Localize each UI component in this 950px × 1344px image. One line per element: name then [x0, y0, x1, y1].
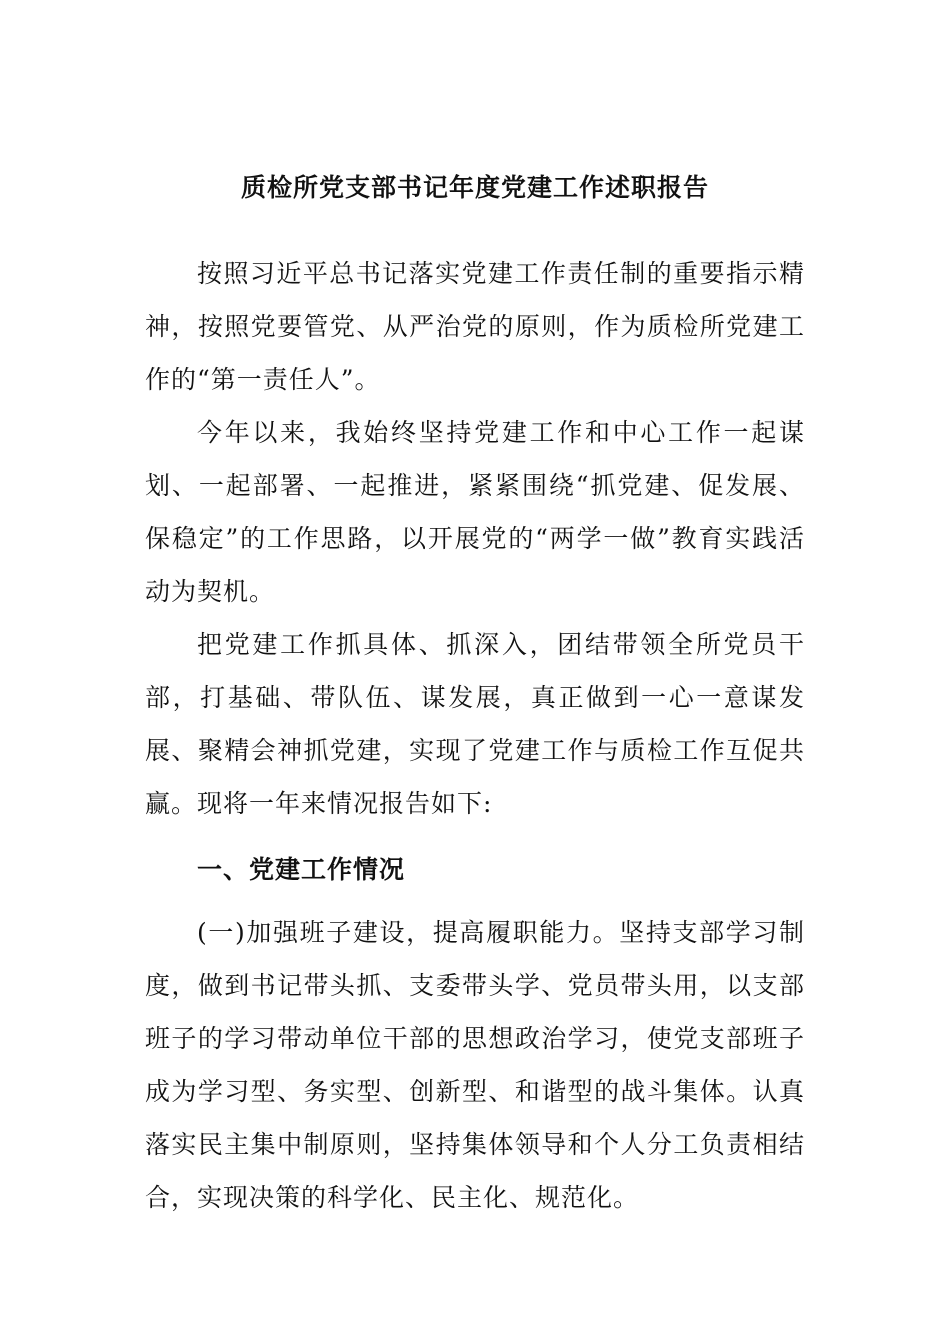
paragraph-1: 按照习近平总书记落实党建工作责任制的重要指示精神，按照党要管党、从严治党的原则，作为质检所党建工作的“第一责任人”。 [145, 259, 805, 394]
paragraph-2: 今年以来，我始终坚持党建工作和中心工作一起谋划、一起部署、一起推进，紧紧围绕“抓党建、促发展、保稳定”的工作思路，以开展党的“两学一做”教育实践活动为契机。 [145, 418, 805, 606]
paragraph-4: 现将一年来情况报告如下: [197, 789, 493, 818]
section-heading: 一、党建工作情况 [197, 855, 406, 884]
paragraph-3: 把党建工作抓具体、抓深入，团结带领全所党员干部，打基础、带队伍、谋发展，真正做到一心一意谋发展、聚精会神抓党建，实现了党建工作与质检工作互促共赢。 [145, 630, 805, 818]
section-paragraph: (一)加强班子建设，提高履职能力。坚持支部学习制度，做到书记带头抓、支委带头学、党员带头用，以支部班子的学习带动单位干部的思想政治学习，使党支部班子成为学习型、务实型、创新型、和谐型的战斗集体。认真落实民主集中制原则，坚持集体领导和个人分工负责相结合，实现决策的科学化、民主化、规范化。 [145, 918, 805, 1212]
document-title: 质检所党支部书记年度党建工作述职报告 [240, 173, 709, 202]
